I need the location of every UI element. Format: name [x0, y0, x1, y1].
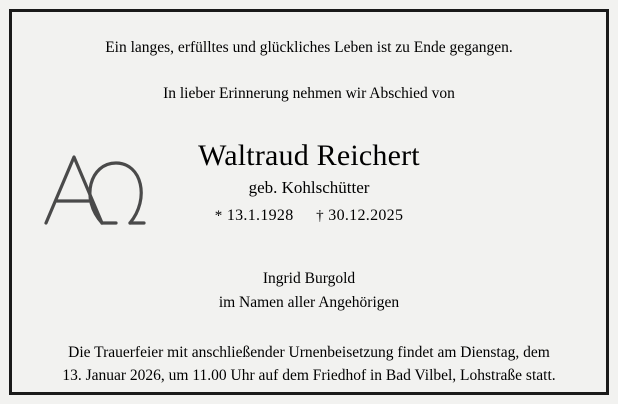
mourners-block	[42, 268, 576, 315]
notice-border	[9, 9, 609, 395]
intro-line-1: Ein langes, erfülltes und glückliches Leben ist zu Ende gegangen.	[105, 39, 513, 56]
name-block	[42, 139, 576, 225]
birth-symbol: *	[214, 207, 223, 224]
deceased-name: Waltraud Reichert	[198, 138, 420, 172]
intro-line-2: In lieber Erinnerung nehmen wir Abschied von	[163, 84, 455, 102]
notice-content	[12, 12, 606, 392]
life-dates	[42, 207, 576, 225]
mourner-subtitle: im Namen aller Angehörigen	[218, 294, 400, 312]
mourner-name: Ingrid Burgold	[262, 269, 356, 287]
death-date: 30.12.2025	[328, 206, 404, 224]
ceremony-block	[42, 341, 576, 388]
maiden-name: geb. Kohlschütter	[248, 177, 370, 197]
birth-date: 13.1.1928	[226, 206, 294, 224]
death-symbol: †	[316, 207, 324, 224]
ceremony-line-1: Die Trauerfeier mit anschließender Urnenbeisetzung findet am Dienstag, dem	[68, 343, 550, 361]
ceremony-line-2: 13. Januar 2026, um 11.00 Uhr auf dem Friedhof in Bad Vilbel, Lohstraße statt.	[62, 367, 556, 385]
